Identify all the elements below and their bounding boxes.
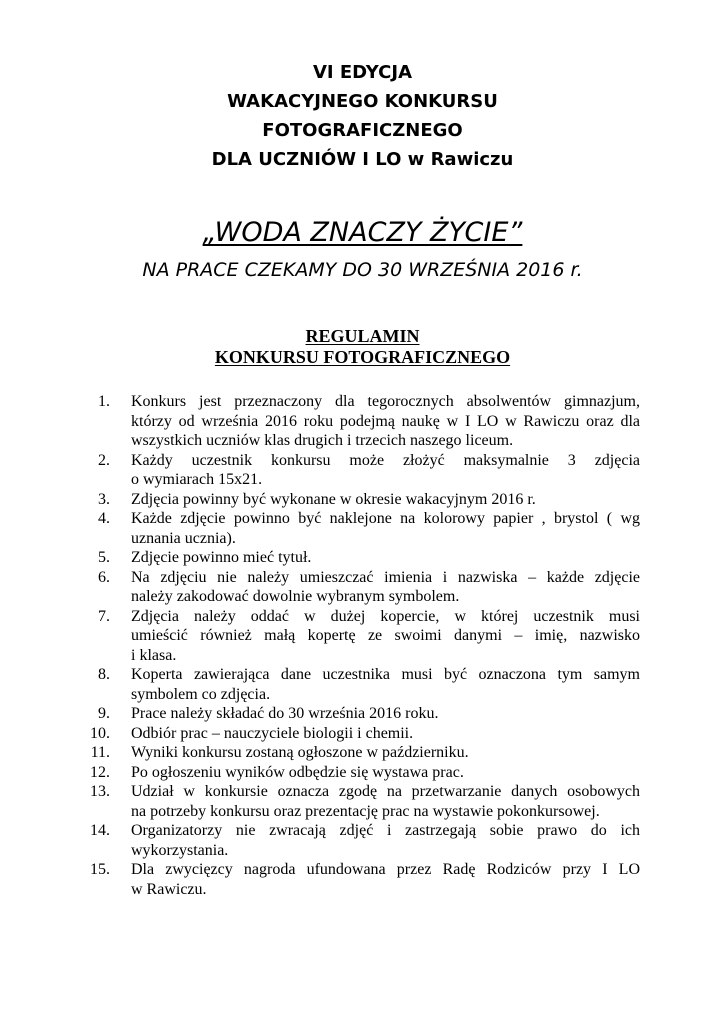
regulation-item — [78, 568, 640, 607]
regulation-text-line: Zdjęcia powinny być wykonane w okresie wakacyjnym 2016 r. — [131, 490, 536, 508]
regulation-item — [78, 451, 640, 490]
regulation-text-line: uznania ucznia). — [131, 529, 236, 547]
regulation-text-line: Dla zwycięzcy nagroda ufundowana przez Radę Rodziców przy I LO — [131, 861, 640, 878]
regulation-text-line: Konkurs jest przeznaczony dla tegorocznych absolwentów gimnazjum, — [131, 393, 640, 410]
regulation-number: 7. — [98, 607, 110, 625]
regulations-title — [0, 326, 725, 368]
regulation-text-line: o wymiarach 15x21. — [131, 471, 263, 488]
regulation-text-line: należy zakodować dowolnie wybranym symbolem. — [131, 588, 460, 605]
regulation-number: 6. — [98, 568, 110, 586]
regulation-item — [78, 724, 640, 744]
regulation-number: 9. — [98, 705, 110, 722]
regulation-item — [78, 743, 640, 763]
submission-deadline: NA PRACE CZEKAMY DO 30 WRZEŚNIA 2016 r. — [142, 259, 583, 281]
regulation-text-line: Każdy uczestnik konkursu może złożyć maksymalnie 3 zdjęcia — [131, 451, 640, 469]
regulation-text-line: Koperta zawierająca dane uczestnika musi być oznaczona tym samym — [131, 666, 640, 683]
regulation-text-line: Na zdjęciu nie należy umieszczać imienia i nazwiska – każde zdjęcie — [131, 568, 640, 586]
regulation-item — [78, 763, 640, 783]
regulation-text-line: na potrzeby konkursu oraz prezentację prac na wystawie pokonkursowej. — [131, 802, 600, 820]
regulations-title-line1: REGULAMIN — [305, 326, 420, 346]
regulation-item — [78, 607, 640, 666]
regulation-text-line: wykorzystania. — [131, 841, 229, 859]
regulation-number: 11. — [90, 744, 110, 761]
regulation-number: 13. — [90, 783, 110, 800]
regulation-text-line: Prace należy składać do 30 września 2016 roku. — [131, 705, 439, 722]
header-contest-type: WAKACYJNEGO KONKURSU — [227, 91, 498, 112]
regulation-item — [78, 860, 640, 899]
regulation-number: 3. — [98, 490, 110, 508]
contest-header — [0, 58, 725, 174]
regulation-number: 1. — [98, 393, 110, 410]
regulations-title-line2: KONKURSU FOTOGRAFICZNEGO — [214, 347, 511, 367]
regulation-number: 14. — [90, 822, 110, 839]
regulation-text-line: Organizatorzy nie zwracają zdjęć i zastrzegają sobie prawo do ich — [131, 822, 640, 839]
regulation-item — [78, 490, 640, 510]
regulation-item — [78, 704, 640, 724]
contest-motto — [0, 215, 725, 251]
regulation-number: 12. — [90, 763, 110, 781]
motto-text: „WODA ZNACZY ŻYCIE” — [202, 217, 523, 248]
header-audience: DLA UCZNIÓW I LO w Rawiczu — [211, 149, 514, 170]
regulation-item — [78, 782, 640, 821]
regulation-text-line: w Rawiczu. — [131, 880, 207, 898]
regulation-text-line: wszystkich uczniów klas drugich i trzecich naszego liceum. — [131, 432, 514, 449]
regulation-number: 5. — [98, 549, 110, 566]
regulation-text-line: Odbiór prac – nauczyciele biologii i chemii. — [131, 724, 414, 742]
regulation-text-line: Udział w konkursie oznacza zgodę na przetwarzanie danych osobowych — [131, 783, 640, 800]
regulation-text-line: Zdjęcia należy oddać w dużej kopercie, w której uczestnik musi — [131, 607, 640, 625]
regulation-text-line: umieścić również małą kopertę ze swoimi danymi – imię, nazwisko — [131, 627, 640, 644]
regulation-item — [78, 392, 640, 451]
regulation-number: 8. — [98, 666, 110, 683]
regulation-text-line: Zdjęcie powinno mieć tytuł. — [131, 549, 312, 566]
regulation-text-line: Wyniki konkursu zostaną ogłoszone w październiku. — [131, 744, 469, 761]
header-contest-kind: FOTOGRAFICZNEGO — [262, 120, 463, 141]
regulation-text-line: i klasa. — [131, 646, 177, 664]
regulation-text-line: symbolem co zdjęcia. — [131, 685, 271, 703]
regulation-number: 4. — [98, 510, 110, 527]
regulation-text-line: którzy od września 2016 roku podejmą naukę w I LO w Rawiczu oraz dla — [131, 412, 640, 430]
regulation-item — [78, 548, 640, 568]
regulation-number: 2. — [98, 451, 110, 469]
regulation-number: 10. — [90, 724, 110, 742]
regulation-item — [78, 665, 640, 704]
regulation-number: 15. — [90, 861, 110, 878]
regulation-item — [78, 821, 640, 860]
header-edition: VI EDYCJA — [312, 62, 413, 83]
regulation-item — [78, 509, 640, 548]
regulation-text-line: Po ogłoszeniu wyników odbędzie się wystawa prac. — [131, 763, 464, 781]
regulations-list — [78, 392, 640, 899]
regulation-text-line: Każde zdjęcie powinno być naklejone na kolorowy papier , brystol ( wg — [131, 510, 640, 527]
